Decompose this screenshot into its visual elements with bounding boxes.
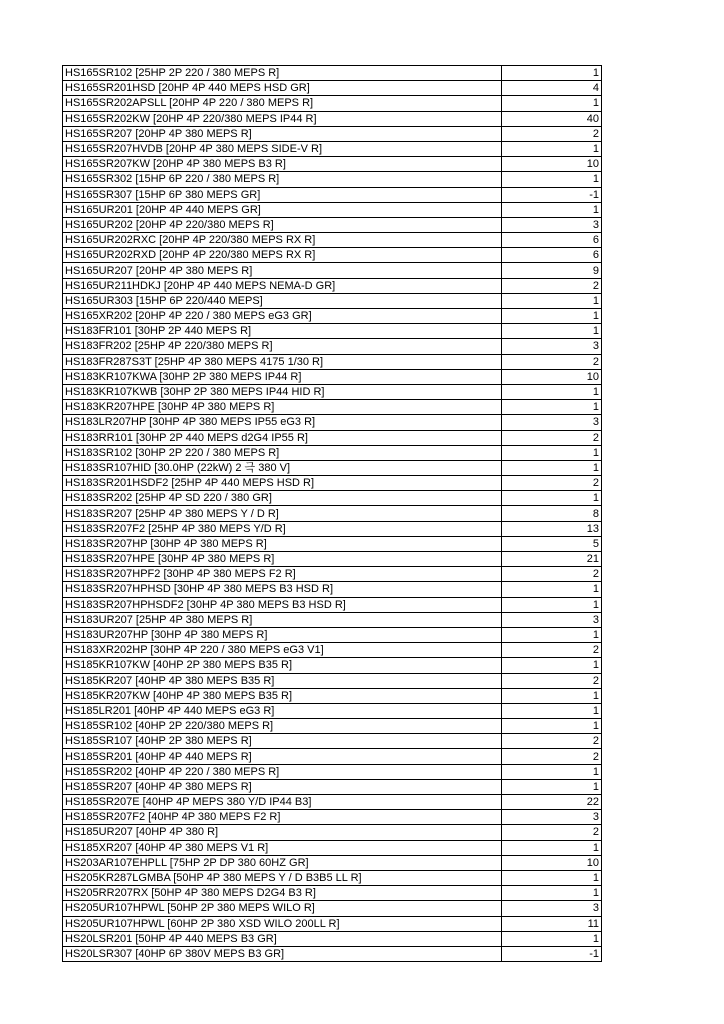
quantity-cell: 1: [502, 309, 602, 324]
quantity-cell: 2: [502, 354, 602, 369]
table-row: [63, 415, 602, 430]
quantity-cell: 2: [502, 749, 602, 764]
table-row: [63, 172, 602, 187]
quantity-cell: -1: [502, 946, 602, 961]
table-row: [63, 946, 602, 961]
product-description-cell: HS185SR202 [40HP 4P 220 / 380 MEPS R]: [63, 764, 502, 779]
quantity-cell: 1: [502, 840, 602, 855]
quantity-cell: 6: [502, 233, 602, 248]
product-description-cell: HS165UR201 [20HP 4P 440 MEPS GR]: [63, 202, 502, 217]
table-row: [63, 764, 602, 779]
product-description-cell: HS183LR207HP [30HP 4P 380 MEPS IP55 eG3 R]: [63, 415, 502, 430]
quantity-cell: 5: [502, 536, 602, 551]
table-row: [63, 901, 602, 916]
table-row: [63, 324, 602, 339]
quantity-cell: 3: [502, 415, 602, 430]
quantity-cell: 1: [502, 779, 602, 794]
product-description-cell: HS183UR207HP [30HP 4P 380 MEPS R]: [63, 627, 502, 642]
table-row: [63, 688, 602, 703]
table-row: [63, 506, 602, 521]
table-row: [63, 673, 602, 688]
product-description-cell: HS185KR207 [40HP 4P 380 MEPS B35 R]: [63, 673, 502, 688]
product-description-cell: HS205RR207RX [50HP 4P 380 MEPS D2G4 B3 R]: [63, 886, 502, 901]
product-description-cell: HS165UR202RXC [20HP 4P 220/380 MEPS RX R]: [63, 233, 502, 248]
quantity-cell: 1: [502, 931, 602, 946]
quantity-cell: 3: [502, 810, 602, 825]
table-row: [63, 263, 602, 278]
quantity-cell: 3: [502, 901, 602, 916]
table-row: [63, 66, 602, 81]
table-row: [63, 491, 602, 506]
table-row: [63, 855, 602, 870]
quantity-cell: 40: [502, 111, 602, 126]
table-row: [63, 96, 602, 111]
product-description-cell: HS165SR302 [15HP 6P 220 / 380 MEPS R]: [63, 172, 502, 187]
product-description-cell: HS183SR207 [25HP 4P 380 MEPS Y / D R]: [63, 506, 502, 521]
table-row: [63, 916, 602, 931]
table-row: [63, 870, 602, 885]
product-description-cell: HS183KR207HPE [30HP 4P 380 MEPS R]: [63, 400, 502, 415]
table-row: [63, 597, 602, 612]
quantity-cell: 1: [502, 324, 602, 339]
table-row: [63, 734, 602, 749]
table-row: [63, 582, 602, 597]
product-description-cell: HS165SR202KW [20HP 4P 220/380 MEPS IP44 R]: [63, 111, 502, 126]
table-row: [63, 81, 602, 96]
product-description-cell: HS183SR207HPHSD [30HP 4P 380 MEPS B3 HSD R]: [63, 582, 502, 597]
quantity-cell: 11: [502, 916, 602, 931]
quantity-cell: 2: [502, 278, 602, 293]
product-description-cell: HS185KR207KW [40HP 4P 380 MEPS B35 R]: [63, 688, 502, 703]
product-description-cell: HS183KR107KWA [30HP 2P 380 MEPS IP44 R]: [63, 369, 502, 384]
product-description-cell: HS183SR201HSDF2 [25HP 4P 440 MEPS HSD R]: [63, 476, 502, 491]
product-description-cell: HS183SR207HP [30HP 4P 380 MEPS R]: [63, 536, 502, 551]
table-row: [63, 141, 602, 156]
product-description-cell: HS183FR202 [25HP 4P 220/380 MEPS R]: [63, 339, 502, 354]
table-row: [63, 354, 602, 369]
quantity-cell: 3: [502, 339, 602, 354]
quantity-cell: 2: [502, 430, 602, 445]
product-description-cell: HS165SR207HVDB [20HP 4P 380 MEPS SIDE-V R]: [63, 141, 502, 156]
table-row: [63, 157, 602, 172]
table-row: [63, 217, 602, 232]
table-row: [63, 126, 602, 141]
quantity-cell: 1: [502, 491, 602, 506]
quantity-cell: 10: [502, 369, 602, 384]
product-description-cell: HS185SR207 [40HP 4P 380 MEPS R]: [63, 779, 502, 794]
quantity-cell: 1: [502, 202, 602, 217]
product-description-cell: HS203AR107EHPLL [75HP 2P DP 380 60HZ GR]: [63, 855, 502, 870]
quantity-cell: 1: [502, 870, 602, 885]
quantity-cell: 2: [502, 825, 602, 840]
table-row: [63, 187, 602, 202]
quantity-cell: -1: [502, 187, 602, 202]
table-row: [63, 931, 602, 946]
quantity-cell: 1: [502, 703, 602, 718]
quantity-cell: 2: [502, 567, 602, 582]
product-description-cell: HS185UR207 [40HP 4P 380 R]: [63, 825, 502, 840]
product-description-cell: HS183RR101 [30HP 2P 440 MEPS d2G4 IP55 R]: [63, 430, 502, 445]
table-row: [63, 567, 602, 582]
table-row: [63, 309, 602, 324]
table-row: [63, 643, 602, 658]
quantity-cell: 1: [502, 66, 602, 81]
quantity-cell: 2: [502, 734, 602, 749]
quantity-cell: 1: [502, 719, 602, 734]
table-row: [63, 536, 602, 551]
product-description-cell: HS185KR107KW [40HP 2P 380 MEPS B35 R]: [63, 658, 502, 673]
quantity-cell: 1: [502, 460, 602, 475]
table-row: [63, 612, 602, 627]
quantity-cell: 1: [502, 886, 602, 901]
table-row: [63, 521, 602, 536]
quantity-cell: 1: [502, 764, 602, 779]
product-description-cell: HS165UR211HDKJ [20HP 4P 440 MEPS NEMA-D GR]: [63, 278, 502, 293]
product-description-cell: HS20LSR201 [50HP 4P 440 MEPS B3 GR]: [63, 931, 502, 946]
quantity-cell: 1: [502, 582, 602, 597]
product-description-cell: HS165SR307 [15HP 6P 380 MEPS GR]: [63, 187, 502, 202]
product-description-cell: HS185SR107 [40HP 2P 380 MEPS R]: [63, 734, 502, 749]
quantity-cell: 4: [502, 81, 602, 96]
table-row: [63, 810, 602, 825]
table-row: [63, 233, 602, 248]
table-row: [63, 886, 602, 901]
product-description-cell: HS183SR102 [30HP 2P 220 / 380 MEPS R]: [63, 445, 502, 460]
product-description-cell: HS165UR303 [15HP 6P 220/440 MEPS]: [63, 293, 502, 308]
product-description-cell: HS183XR202HP [30HP 4P 220 / 380 MEPS eG3 V1]: [63, 643, 502, 658]
product-description-cell: HS20LSR307 [40HP 6P 380V MEPS B3 GR]: [63, 946, 502, 961]
quantity-cell: 2: [502, 673, 602, 688]
quantity-cell: 1: [502, 400, 602, 415]
product-description-cell: HS183SR202 [25HP 4P SD 220 / 380 GR]: [63, 491, 502, 506]
quantity-cell: 13: [502, 521, 602, 536]
table-row: [63, 278, 602, 293]
product-description-cell: HS183SR207HPE [30HP 4P 380 MEPS R]: [63, 552, 502, 567]
table-row: [63, 719, 602, 734]
quantity-cell: 2: [502, 126, 602, 141]
quantity-cell: 21: [502, 552, 602, 567]
table-row: [63, 248, 602, 263]
table-row: [63, 369, 602, 384]
product-description-cell: HS205UR107HPWL [50HP 2P 380 MEPS WILO R]: [63, 901, 502, 916]
product-description-cell: HS185XR207 [40HP 4P 380 MEPS V1 R]: [63, 840, 502, 855]
product-description-cell: HS165UR202RXD [20HP 4P 220/380 MEPS RX R]: [63, 248, 502, 263]
product-description-cell: HS165UR202 [20HP 4P 220/380 MEPS R]: [63, 217, 502, 232]
quantity-cell: 6: [502, 248, 602, 263]
product-description-cell: HS165XR202 [20HP 4P 220 / 380 MEPS eG3 GR]: [63, 309, 502, 324]
product-description-cell: HS205UR107HPWL [60HP 2P 380 XSD WILO 200LL R]: [63, 916, 502, 931]
quantity-cell: 3: [502, 612, 602, 627]
product-description-cell: HS183SR207F2 [25HP 4P 380 MEPS Y/D R]: [63, 521, 502, 536]
product-description-cell: HS165SR201HSD [20HP 4P 440 MEPS HSD GR]: [63, 81, 502, 96]
quantity-cell: 22: [502, 795, 602, 810]
quantity-cell: 8: [502, 506, 602, 521]
table-row: [63, 749, 602, 764]
quantity-cell: 1: [502, 172, 602, 187]
quantity-cell: 1: [502, 293, 602, 308]
quantity-cell: 1: [502, 141, 602, 156]
product-description-cell: HS185SR207F2 [40HP 4P 380 MEPS F2 R]: [63, 810, 502, 825]
table-row: [63, 779, 602, 794]
table-row: [63, 430, 602, 445]
table-row: [63, 111, 602, 126]
quantity-cell: 1: [502, 658, 602, 673]
product-description-cell: HS183SR207HPHSDF2 [30HP 4P 380 MEPS B3 HSD R]: [63, 597, 502, 612]
table-row: [63, 840, 602, 855]
product-description-cell: HS183KR107KWB [30HP 2P 380 MEPS IP44 HID R]: [63, 384, 502, 399]
table-row: [63, 400, 602, 415]
inventory-table-body: [63, 66, 602, 962]
quantity-cell: 1: [502, 597, 602, 612]
table-row: [63, 339, 602, 354]
product-description-cell: HS183SR207HPF2 [30HP 4P 380 MEPS F2 R]: [63, 567, 502, 582]
quantity-cell: 9: [502, 263, 602, 278]
product-description-cell: HS165UR207 [20HP 4P 380 MEPS R]: [63, 263, 502, 278]
table-row: [63, 552, 602, 567]
product-description-cell: HS185SR102 [40HP 2P 220/380 MEPS R]: [63, 719, 502, 734]
inventory-sheet: [62, 65, 601, 962]
quantity-cell: 10: [502, 855, 602, 870]
quantity-cell: 3: [502, 217, 602, 232]
product-description-cell: HS205KR287LGMBA [50HP 4P 380 MEPS Y / D B3B5 LL R]: [63, 870, 502, 885]
product-description-cell: HS185LR201 [40HP 4P 440 MEPS eG3 R]: [63, 703, 502, 718]
table-row: [63, 627, 602, 642]
quantity-cell: 1: [502, 384, 602, 399]
quantity-cell: 1: [502, 96, 602, 111]
quantity-cell: 2: [502, 643, 602, 658]
product-description-cell: HS185SR207E [40HP 4P MEPS 380 Y/D IP44 B3]: [63, 795, 502, 810]
product-description-cell: HS183UR207 [25HP 4P 380 MEPS R]: [63, 612, 502, 627]
table-row: [63, 658, 602, 673]
table-row: [63, 384, 602, 399]
table-row: [63, 795, 602, 810]
table-row: [63, 293, 602, 308]
product-description-cell: HS165SR202APSLL [20HP 4P 220 / 380 MEPS R]: [63, 96, 502, 111]
quantity-cell: 1: [502, 445, 602, 460]
table-row: [63, 476, 602, 491]
product-description-cell: HS185SR201 [40HP 4P 440 MEPS R]: [63, 749, 502, 764]
product-description-cell: HS165SR207 [20HP 4P 380 MEPS R]: [63, 126, 502, 141]
product-description-cell: HS165SR102 [25HP 2P 220 / 380 MEPS R]: [63, 66, 502, 81]
product-description-cell: HS183FR287S3T [25HP 4P 380 MEPS 4175 1/30 R]: [63, 354, 502, 369]
quantity-cell: 1: [502, 627, 602, 642]
product-description-cell: HS183SR107HID [30.0HP (22kW) 2 극 380 V]: [63, 460, 502, 475]
quantity-cell: 10: [502, 157, 602, 172]
table-row: [63, 460, 602, 475]
quantity-cell: 2: [502, 476, 602, 491]
product-description-cell: HS183FR101 [30HP 2P 440 MEPS R]: [63, 324, 502, 339]
table-row: [63, 202, 602, 217]
table-row: [63, 445, 602, 460]
product-description-cell: HS165SR207KW [20HP 4P 380 MEPS B3 R]: [63, 157, 502, 172]
inventory-table: [62, 65, 602, 962]
table-row: [63, 703, 602, 718]
table-row: [63, 825, 602, 840]
quantity-cell: 1: [502, 688, 602, 703]
